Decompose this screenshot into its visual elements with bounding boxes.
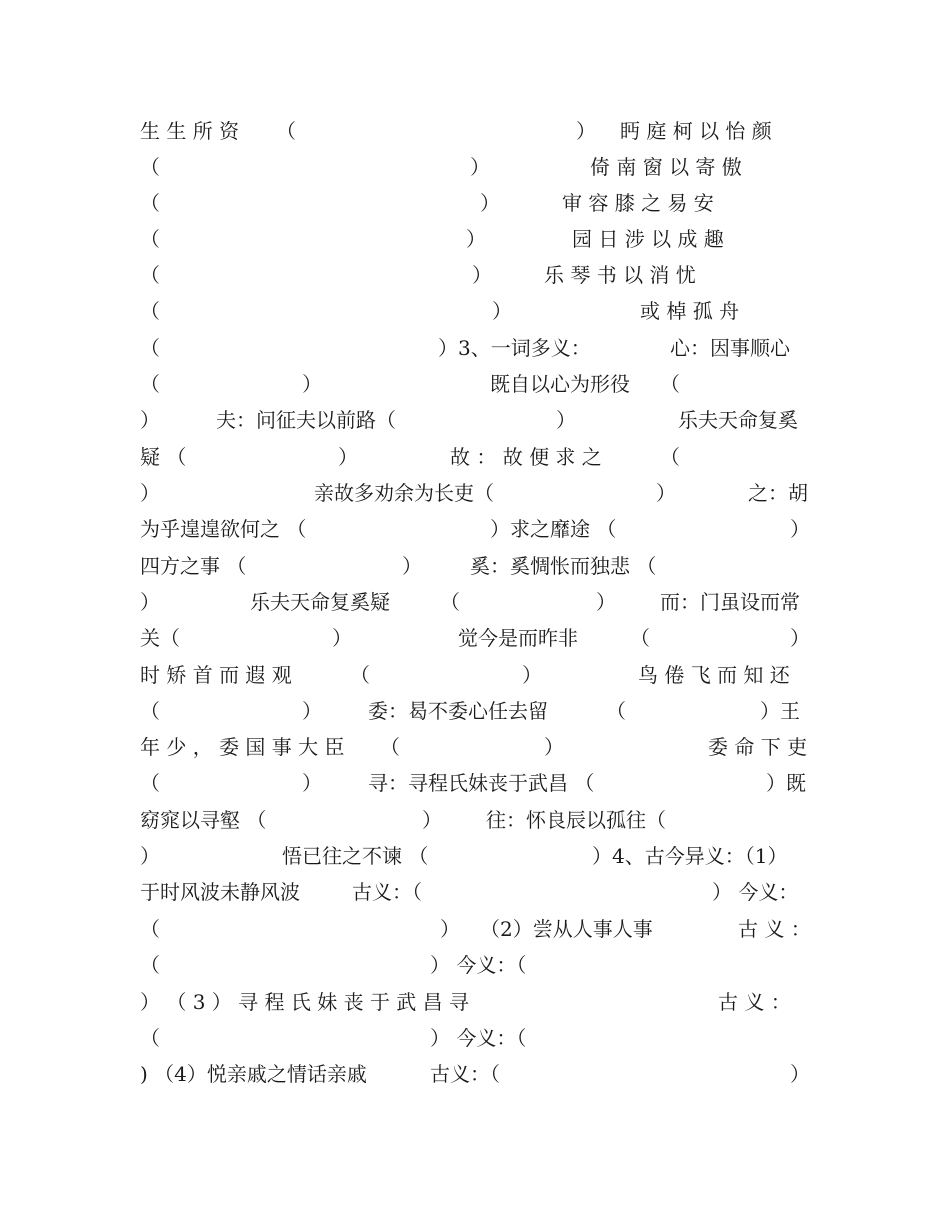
close-paren: ） (576, 119, 596, 143)
close-paren: ） (790, 626, 810, 650)
open-paren: （ (440, 590, 460, 614)
open-paren: （ (140, 1026, 160, 1050)
text-run: 故 ： 故 便 求 之 (450, 445, 602, 469)
text-run: 奚：奚惆怅而独悲 （ (470, 554, 657, 578)
text-line (140, 116, 812, 146)
text-line (140, 587, 812, 617)
text-run: 乐 琴 书 以 消 忧 (544, 263, 696, 287)
text-run: 心：因事顺心 (670, 336, 790, 360)
open-paren: （ (140, 372, 160, 396)
open-paren: （ (140, 299, 160, 323)
text-run: ） 今义：（ (430, 953, 527, 977)
text-run: ） 今义： (712, 880, 799, 904)
text-run: 而：门虽设而常 (660, 590, 800, 614)
text-line (140, 514, 812, 544)
open-paren: （ (660, 445, 680, 469)
text-run: ） （ 3 ） 寻 程 氏 妹 丧 于 武 昌 寻 (140, 990, 470, 1014)
text-run: ）求之靡途 （ (490, 517, 617, 541)
text-run: 乐夫天命复奚疑 (250, 590, 390, 614)
close-paren: ） (140, 590, 160, 614)
close-paren: ） (466, 227, 486, 251)
text-run: 或 棹 孤 舟 (640, 299, 740, 323)
text-line (140, 732, 812, 762)
text-line (140, 696, 812, 726)
open-paren: （ (140, 953, 160, 977)
text-run: 关（ (140, 626, 180, 650)
text-run: 审 容 膝 之 易 安 (562, 191, 714, 215)
text-run: 之：胡 (748, 481, 808, 505)
text-run: 古 义 ： (738, 917, 811, 941)
close-paren: ） (480, 191, 500, 215)
text-line (140, 152, 812, 182)
text-run: 四方之事 （ (140, 554, 247, 578)
close-paren: ） (790, 1062, 810, 1086)
close-paren: ） (790, 517, 810, 541)
text-run: 悟已往之不谏 （ (282, 844, 429, 868)
text-run: ）既 (766, 771, 806, 795)
text-run: 乐夫天命复奚 (678, 408, 798, 432)
text-line (140, 1023, 812, 1053)
text-run: ） 今义：（ (430, 1026, 527, 1050)
close-paren: ） (656, 481, 676, 505)
text-run: 眄 庭 柯 以 怡 颜 (620, 119, 772, 143)
open-paren: （ (140, 155, 160, 179)
text-line (140, 188, 812, 218)
text-line (140, 877, 812, 907)
text-run: （2）尝从人事人事 (480, 917, 653, 941)
close-paren: ） (338, 445, 358, 469)
text-run: 夫：问征夫以前路（ (216, 408, 396, 432)
text-run: ）王 (760, 699, 800, 723)
open-paren: （ (140, 917, 160, 941)
close-paren: ） (544, 735, 564, 759)
text-line (140, 296, 812, 326)
text-line (140, 333, 812, 363)
text-run: 觉今是而昨非 (458, 626, 578, 650)
close-paren: ） (472, 263, 492, 287)
text-run: 亲故多劝余为长吏（ (314, 481, 494, 505)
text-line (140, 369, 812, 399)
close-paren: ） (470, 155, 490, 179)
text-run: 窈窕以寻壑 （ (140, 808, 267, 832)
open-paren: （ (276, 119, 296, 143)
text-run: 委 命 下 吏 (708, 735, 808, 759)
text-run: 时 矫 首 而 遐 观 (140, 663, 292, 687)
open-paren: （ (380, 735, 400, 759)
text-line (140, 914, 812, 944)
text-line (140, 1059, 812, 1089)
close-paren: ） (556, 408, 576, 432)
text-run: 鸟 倦 飞 而 知 还 (638, 663, 790, 687)
text-run: 于时风波未静风波 (140, 880, 300, 904)
open-paren: （ (140, 699, 160, 723)
open-paren: （ (350, 663, 370, 687)
close-paren: ） (140, 408, 160, 432)
open-paren: （ (140, 191, 160, 215)
open-paren: （ (140, 771, 160, 795)
close-paren: ） (402, 554, 422, 578)
text-run: 既自以心为形役 (490, 372, 630, 396)
open-paren: （ (660, 372, 680, 396)
text-line (140, 660, 812, 690)
text-run: 疑 （ (140, 445, 187, 469)
text-run: 为乎遑遑欲何之 （ (140, 517, 307, 541)
section-heading: ）3、一词多义： (438, 336, 591, 360)
close-paren: ） (302, 699, 322, 723)
close-paren: ） (492, 299, 512, 323)
text-run: 古义：（ (352, 880, 422, 904)
text-run: 古义：（ (430, 1062, 500, 1086)
close-paren: ） (302, 372, 322, 396)
open-paren: （ (140, 227, 160, 251)
text-run: 古 义 ： (718, 990, 791, 1014)
text-line (140, 841, 812, 871)
text-run: 园 日 涉 以 成 趣 (572, 227, 724, 251)
text-run: 生 生 所 资 (140, 119, 240, 143)
text-line (140, 805, 812, 835)
text-line (140, 950, 812, 980)
open-paren: （ (140, 336, 160, 360)
text-line (140, 551, 812, 581)
close-paren: ） (140, 481, 160, 505)
text-line (140, 224, 812, 254)
text-run: ) （4）悦亲戚之情话亲戚 (140, 1062, 367, 1086)
open-paren: （ (140, 263, 160, 287)
open-paren: （ (606, 699, 626, 723)
open-paren: （ (630, 626, 650, 650)
close-paren: ） (332, 626, 352, 650)
close-paren: ） (302, 771, 322, 795)
text-run: 往：怀良辰以孤往（ (486, 808, 666, 832)
close-paren: ） (596, 590, 616, 614)
text-run: 年 少 ， 委 国 事 大 臣 (140, 735, 345, 759)
text-run: 委：曷不委心任去留 (368, 699, 548, 723)
text-line (140, 987, 812, 1017)
text-run: 寻：寻程氏妹丧于武昌 （ (368, 771, 595, 795)
text-line (140, 442, 812, 472)
close-paren: ） (522, 663, 542, 687)
text-line (140, 260, 812, 290)
text-line (140, 768, 812, 798)
text-run: 倚 南 窗 以 寄 傲 (590, 155, 742, 179)
text-line (140, 405, 812, 435)
section-heading: ）4、古今异义：（1） (592, 844, 788, 868)
text-line (140, 623, 812, 653)
close-paren: ） (422, 808, 442, 832)
text-line (140, 478, 812, 508)
close-paren: ） (440, 917, 460, 941)
close-paren: ） (140, 844, 160, 868)
